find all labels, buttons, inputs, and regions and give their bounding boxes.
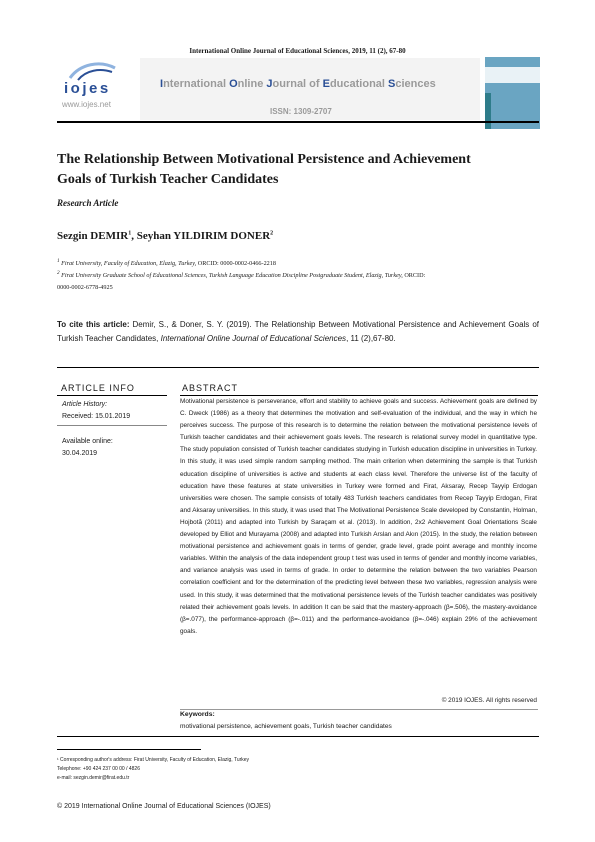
affiliation-1: $^1$ Firat University, Faculty of Education, Elazig, Turkey, ORCID: 0000-0002-0466-2218 xyxy=(57,258,276,268)
page-footer: © 2019 International Online Journal of Educational Sciences (IOJES) xyxy=(57,803,271,810)
abstract-text: Motivational persistence is perseverance, effort and stability to achieve goals and success. Achievement goals are defined by C. Dweck (1986) as a theory that determines the motivation and self-evaluation of the individual, and the way in which he perceives success. The purpose of this research is to determine the relation between the motivational persistence levels of Turkish teacher candidates and their achievement goals levels. The research is relational survey model in quantitative type. The study population consisted of Turkish teacher candidates studying in Turkish education discipline in universities in Turkey. In this study, it was used simple random sampling method. The main criterion when determining the sample is that Turkish education discipline of universities is active and students at each class level. Therefore the universe list of the faculty of education have these features at state universities in Turkey were formed and Firat, Aksaray, Recep Tayyip Erdogan universities were chosen. The sample consists of totally 483 Turkish teachers candidates from Recep Tayyip Erdogan, Firat and Aksaray universities. In this study, it was used that The Motivational Persistence Scale developed by Constantin, Holman, Hojbotă (2011) and adapted into Turkish by Saraçam et al. (2013). In addition, 2x2 Achievement Goal Orientations Scale developed by Elliot and Murayama (2008) and adapted into Turkish Arslan and Akın (2015). In the study, the relation between motivational persistence and achievement goals in terms of gender, grade level, grade point average and monthly income variables. Within the analysis of the data independent group t test was used in terms of gender and monthly income variables, and variance analysis was used in terms of grade. In order to determine the relation between the two variables Pearson correlation coefficient and for the determination of the predicting level between these two variables, regression analysis were used. In this study, it was determined that the motivational persistence levels of the Turkish teacher candidates was positively related their achievement goals levels. In addition It can be said that the mastery-approach (β=.506), the mastery-avoidance (β=.077), the performance-approach (β=-.011) and the performance-avoidance (β=-.046) explain 29% of the achievement goals. xyxy=(180,398,537,635)
abstract-copyright: © 2019 IOJES. All rights reserved xyxy=(441,697,537,704)
article-title: The Relationship Between Motivational Persistence and Achievement Goals of Turkish Teacher Candidates xyxy=(57,152,471,187)
issn: ISSN: 1309-2707 xyxy=(270,107,332,116)
journal-cover-image xyxy=(485,57,540,129)
keywords-label: Keywords: xyxy=(180,711,215,718)
info-heading-rule xyxy=(57,395,167,396)
citation-block: To cite this article: Demir, S., & Doner, S. Y. (2019). The Relationship Between Motivational Persistence and Achievement Goals of Turkish Teacher Candidates, International Online Journal of Educational Sciences, 11 (2),67-80. xyxy=(57,320,539,343)
available-label: Available online: xyxy=(62,438,113,445)
abstract-bottom-rule xyxy=(57,736,539,737)
keywords: motivational persistence, achievement goals, Turkish teacher candidates xyxy=(180,723,392,730)
header-divider xyxy=(57,121,539,123)
affiliation-2: $^2$ Firat University Graduate School of Educational Sciences, Turkish Language Education Discipline Postgraduate Student, Elazig, Turkey, ORCID: 0000-0002-6778-4925 xyxy=(57,270,426,292)
cover-stripe xyxy=(485,93,491,129)
article-type: Research Article xyxy=(57,198,119,208)
abstract-heading: ABSTRACT xyxy=(182,383,239,393)
article-info-heading: ARTICLE INFO xyxy=(61,383,135,393)
received-date: Received: 15.01.2019 xyxy=(62,413,131,420)
cover-title-band xyxy=(485,67,540,83)
journal-name: International Online Journal of Educational Sciences xyxy=(160,78,436,90)
logo-url[interactable]: www.iojes.net xyxy=(62,100,111,109)
logo-text: iojes xyxy=(64,80,111,97)
journal-citation-header: International Online Journal of Educational Sciences, 2019, 11 (2), 67-80 xyxy=(189,47,406,55)
footnote: ¹ Corresponding author's address: Firat University, Faculty of Education, Elazig, Turkey Telephone: +90 424 237 00 00 / 4826 e-mail: sezgin.demir@firat.edu.tr xyxy=(57,757,250,781)
citation-divider xyxy=(57,367,539,368)
available-date: 30.04.2019 xyxy=(62,450,98,457)
footnote-rule xyxy=(57,749,201,750)
authors: Sezgin DEMIR$^1$, Seyhan YILDIRIM DONER$^2$ xyxy=(57,230,274,242)
keywords-divider xyxy=(180,709,538,710)
info-divider xyxy=(57,425,167,426)
history-label: Article History: xyxy=(62,401,108,408)
